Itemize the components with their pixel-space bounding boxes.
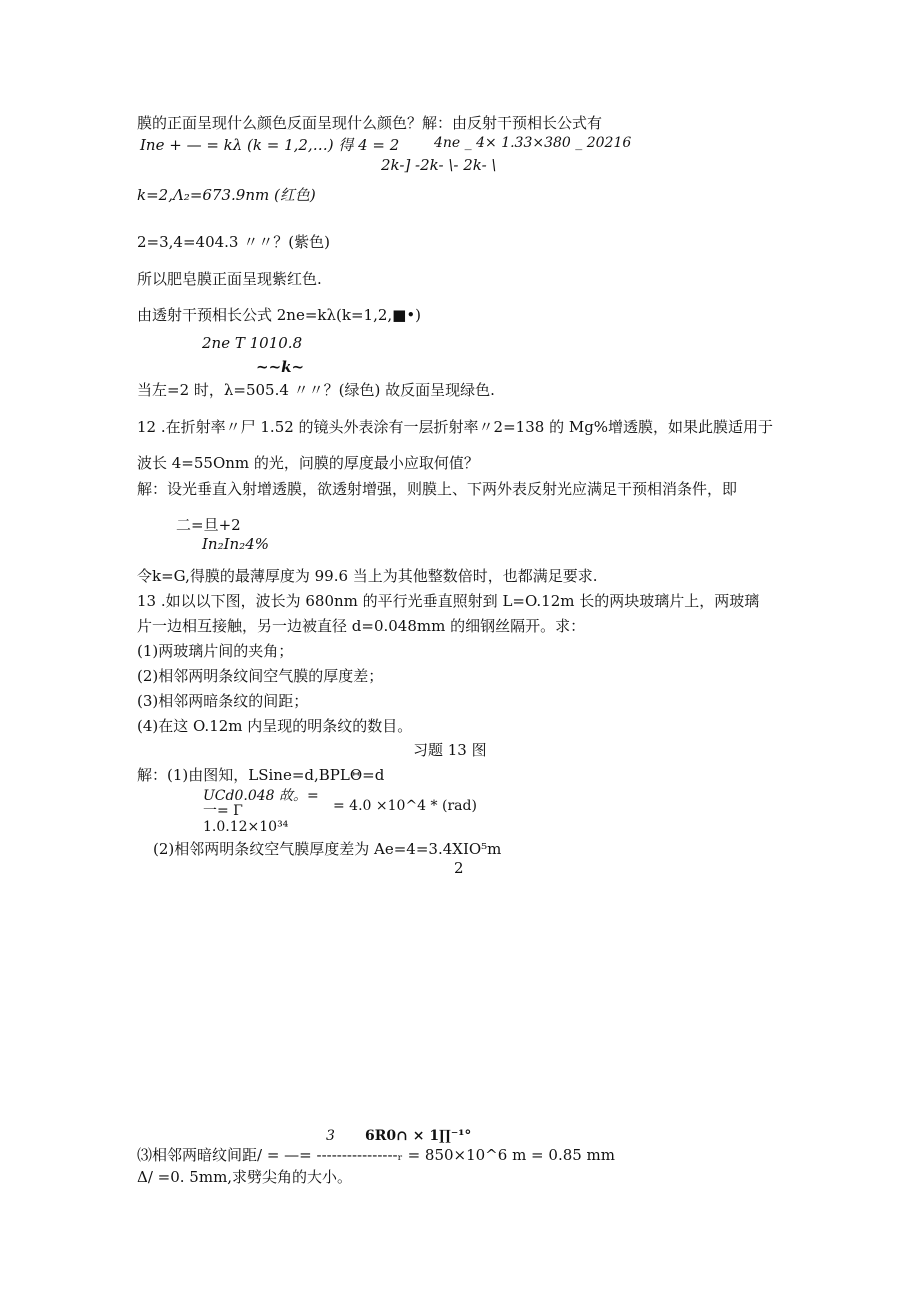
text-line: 波长 4=55Onm 的光，问膜的厚度最小应取何值？ <box>137 454 479 472</box>
text-line: 解：(1)由图知，LSine=d,BPLΘ=d <box>137 766 385 784</box>
formula-line: ~~k~ <box>256 358 305 376</box>
text-line: 由透射干预相长公式 2ne=kλ(k=1,2,■•) <box>137 306 422 324</box>
formula-line: 一= Γ <box>203 803 243 819</box>
text-line: (2)相邻两明条纹空气膜厚度差为 Ae=4=3.4XIO⁵m <box>153 840 502 858</box>
text-line: (3)相邻两暗条纹的间距； <box>137 692 309 710</box>
formula-line: In₂In₂4% <box>202 535 269 553</box>
text-line: (2)相邻两明条纹间空气膜的厚度差； <box>137 667 384 685</box>
text-line: 2=3,4=404.3 〃〃？(紫色) <box>137 233 330 251</box>
formula-line: 2k-] -2k- \- 2k- \ <box>381 156 497 174</box>
formula-line: 3 <box>326 1128 335 1144</box>
text-line: (4)在这 O.12m 内呈现的明条纹的数目。 <box>137 717 413 735</box>
text-line: (1)两玻璃片间的夹角； <box>137 642 294 660</box>
figure-caption: 习题 13 图 <box>413 741 487 759</box>
text-line: 当左=2 时，λ=505.4 〃〃？(绿色) 故反面呈现绿色. <box>137 381 495 399</box>
text-line: 膜的正面呈现什么颜色反面呈现什么颜色？解：由反射干预相长公式有 <box>137 114 603 132</box>
text-line: 所以肥皂膜正面呈现紫红色. <box>137 270 322 288</box>
formula-line: 6R0∩ × 1∏⁻¹° <box>365 1128 472 1144</box>
text-line: 片一边相互接触，另一边被直径 d=0.048mm 的细钢丝隔开。求： <box>137 617 586 635</box>
text-line: ⑶相邻两暗纹间距/ = —= ----------------ᵣ = 850×10^6 m = 0.85 mm <box>137 1146 616 1164</box>
formula-line: 2ne T 1010.8 <box>202 334 303 352</box>
formula-line: UCd0.048 故。= <box>203 788 319 804</box>
formula-line: 4ne _ 4× 1.33×380 _ 20216 <box>434 135 632 151</box>
formula-line: = 4.0 ×10^4 * (rad) <box>333 798 477 814</box>
text-line: 12 .在折射率〃尸 1.52 的镜头外表涂有一层折射率〃2=138 的 Mg%增透膜，如果此膜适用于 <box>137 418 774 436</box>
formula-line: 1.0.12×10³⁴ <box>203 819 289 835</box>
formula-line: 二=旦+2 <box>176 516 241 534</box>
formula-line: Ine + — = kλ (k = 1,2,…) 得 4 = 2 <box>140 136 400 154</box>
formula-line: 2 <box>454 859 464 877</box>
text-line: 令k=G,得膜的最薄厚度为 99.6 当上为其他整数倍时，也都满足要求. <box>137 567 598 585</box>
text-line: 解：设光垂直入射增透膜，欲透射增强，则膜上、下两外表反射光应满足干预相消条件，即 <box>137 480 738 498</box>
text-line: Δ/ =0. 5mm,求劈尖角的大小。 <box>137 1168 353 1186</box>
text-line: 13 .如以以下图，波长为 680nm 的平行光垂直照射到 L=O.12m 长的两块玻璃片上，两玻璃 <box>137 592 760 610</box>
text-line: k=2,Λ₂=673.9nm (红色) <box>137 186 316 204</box>
